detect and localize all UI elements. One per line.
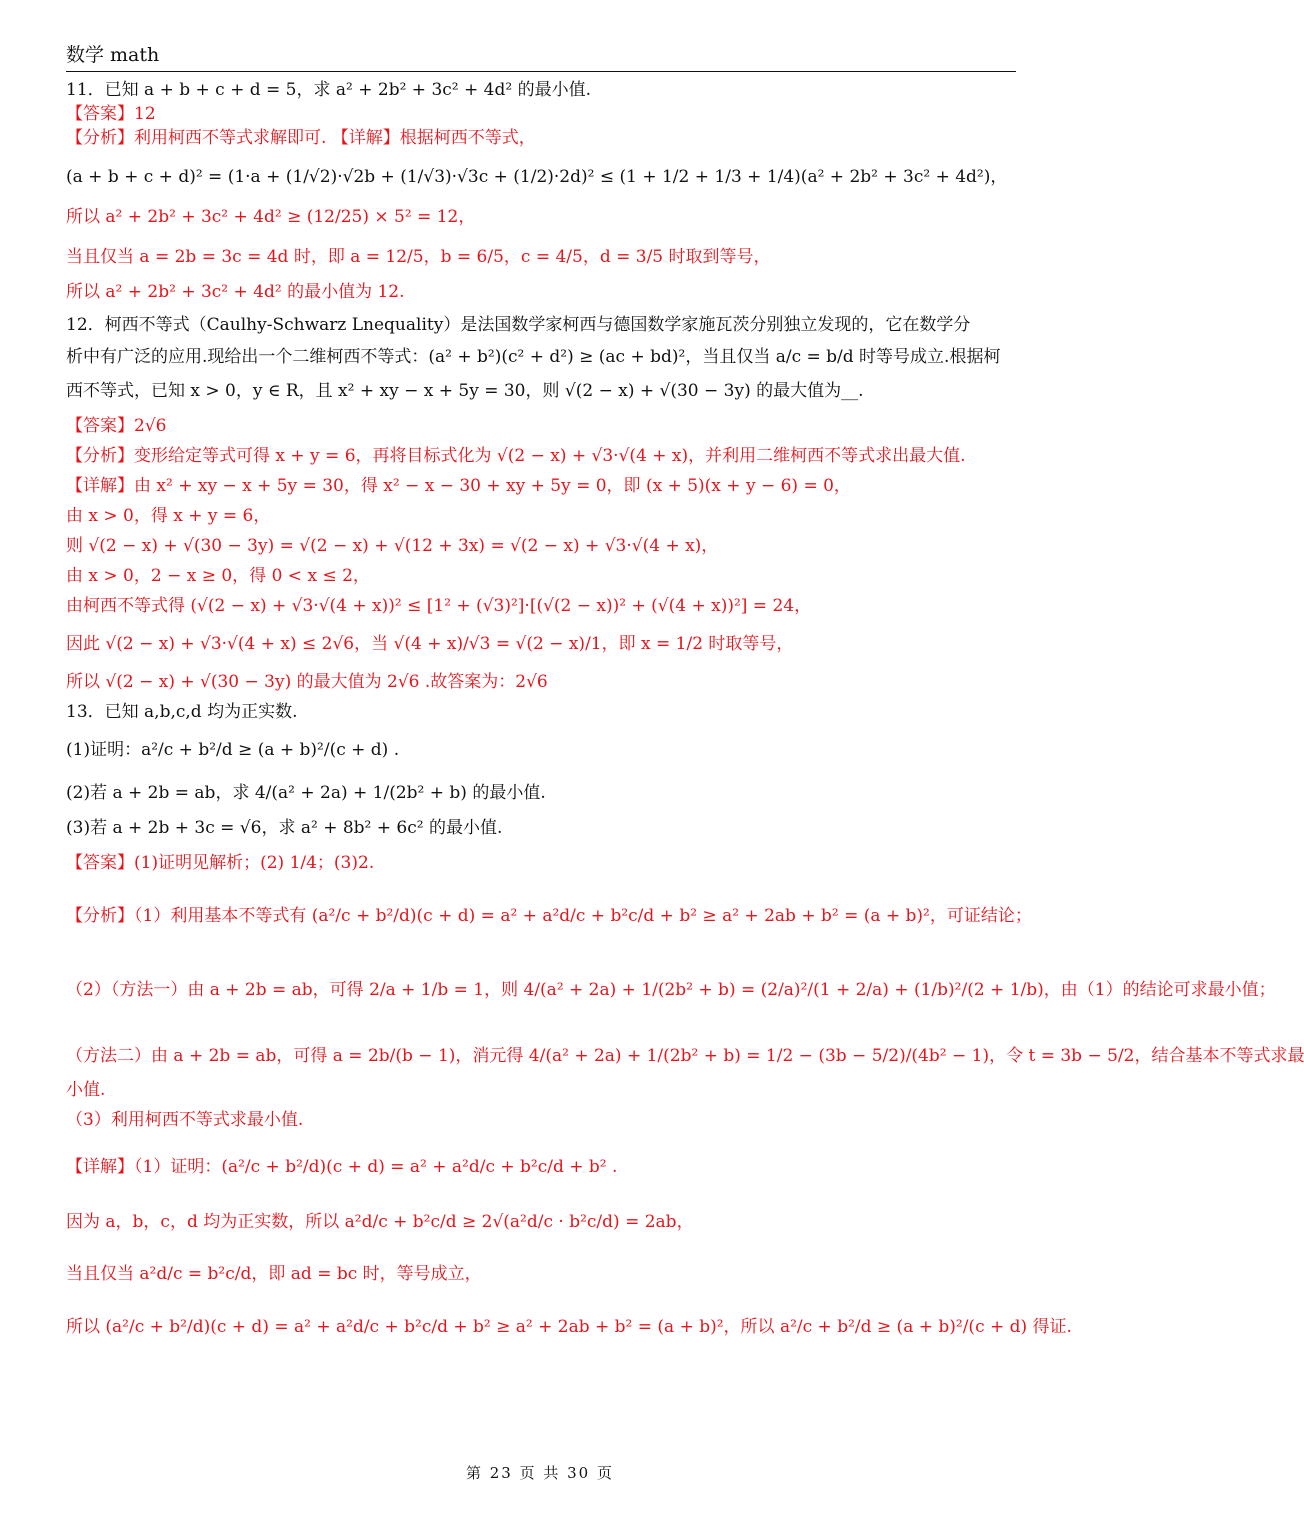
q11-equality-condition: 当且仅当 a = 2b = 3c = 4d 时，即 a = 12/5，b = 6/5，c = 4/5，d = 3/5 时取到等号， — [66, 247, 771, 267]
question-12 — [66, 310, 1016, 694]
q13-detail-2: 因为 a，b，c，d 均为正实数，所以 a²d/c + b²c/d ≥ 2√(a²d/c · b²c/d) = 2ab， — [66, 1212, 694, 1232]
q11-conclusion: 所以 a² + 2b² + 3c² + 4d² 的最小值为 12. — [66, 282, 405, 302]
q12-answer: 【答案】2√6 — [66, 416, 167, 436]
q13-analysis-3: （方法二）由 a + 2b = ab，可得 a = 2b/(b − 1)，消元得 4/(a² + 2a) + 1/(2b² + b) = 1/2 − (3b − 5/2)/(4b² − 1)，令 t = 3b − 5/2，结合基本不等式求最 — [66, 1046, 1304, 1066]
q11-cauchy-inequality: (a + b + c + d)² = (1·a + (1/√2)·√2b + (1/√3)·√3c + (1/2)·2d)² ≤ (1 + 1/2 + 1/3 + 1/4)(a² + 2b² + 3c² + 4d²)， — [66, 167, 1008, 187]
q13-detail-1: 【详解】（1）证明：(a²/c + b²/d)(c + d) = a² + a²d/c + b²c/d + b² . — [66, 1157, 618, 1177]
q12-detail-7: 所以 √(2 − x) + √(30 − 3y) 的最大值为 2√6 .故答案为：2√6 — [66, 672, 548, 692]
q13-stem: 13．已知 a,b,c,d 均为正实数. — [66, 702, 298, 722]
q12-detail-1: 【详解】由 x² + xy − x + 5y = 30，得 x² − x − 30 + xy + 5y = 0，即 (x + 5)(x + y − 6) = 0， — [66, 476, 851, 496]
page-header: 数学 math — [66, 40, 1016, 72]
q12-stem-line-2: 析中有广泛的应用.现给出一个二维柯西不等式：(a² + b²)(c² + d²) ≥ (ac + bd)²，当且仅当 a/c = b/d 时等号成立.根据柯 — [66, 347, 1001, 367]
q13-part-3: (3)若 a + 2b + 3c = √6，求 a² + 8b² + 6c² 的最小值. — [66, 818, 503, 838]
q13-answer: 【答案】(1)证明见解析；(2) 1/4；(3)2. — [66, 853, 375, 873]
q11-answer: 【答案】12 — [66, 104, 156, 124]
q13-analysis-1: 【分析】（1）利用基本不等式有 (a²/c + b²/d)(c + d) = a² + a²d/c + b²c/d + b² ≥ a² + 2ab + b² = (a + b)²，可证结论； — [66, 906, 1032, 926]
q12-detail-6: 因此 √(2 − x) + √3·√(4 + x) ≤ 2√6，当 √(4 + x)/√3 = √(2 − x)/1，即 x = 1/2 时取等号， — [66, 634, 794, 654]
q12-detail-3: 则 √(2 − x) + √(30 − 3y) = √(2 − x) + √(12 + 3x) = √(2 − x) + √3·√(4 + x)， — [66, 536, 719, 556]
q13-analysis-2: （2）（方法一）由 a + 2b = ab，可得 2/a + 1/b = 1，则 4/(a² + 2a) + 1/(2b² + b) = (2/a)²/(1 + 2/a) + (1/b)²/(2 + 1/b)，由（1）的结论可求最小值； — [66, 980, 1276, 1000]
q11-stem: 11．已知 a + b + c + d = 5，求 a² + 2b² + 3c² + 4d² 的最小值. — [66, 80, 591, 100]
q12-stem-line-3: 西不等式，已知 x > 0，y ∈ R，且 x² + xy − x + 5y = 30，则 √(2 − x) + √(30 − 3y) 的最大值为__. — [66, 381, 864, 401]
q13-analysis-3-cont: 小值. — [66, 1080, 106, 1100]
q13-analysis-4: （3）利用柯西不等式求最小值. — [66, 1110, 304, 1130]
document-page — [66, 40, 1304, 1352]
q13-detail-4: 所以 (a²/c + b²/d)(c + d) = a² + a²d/c + b²c/d + b² ≥ a² + 2ab + b² = (a + b)²，所以 a²/c + b²/d ≥ (a + b)²/(c + d) 得证. — [66, 1317, 1072, 1337]
q12-detail-5: 由柯西不等式得 (√(2 − x) + √3·√(4 + x))² ≤ [1² + (√3)²]·[(√(2 − x))² + (√(4 + x))²] = 24， — [66, 596, 812, 616]
q11-analysis: 【分析】利用柯西不等式求解即可. 【详解】根据柯西不等式， — [66, 128, 536, 148]
q13-part-2: (2)若 a + 2b = ab，求 4/(a² + 2a) + 1/(2b² + b) 的最小值. — [66, 783, 546, 803]
q13-part-1: (1)证明：a²/c + b²/d ≥ (a + b)²/(c + d) . — [66, 740, 400, 760]
question-13 — [66, 700, 1304, 1352]
q12-detail-2: 由 x > 0，得 x + y = 6， — [66, 506, 271, 526]
q13-detail-3: 当且仅当 a²d/c = b²c/d，即 ad = bc 时，等号成立， — [66, 1264, 482, 1284]
q12-analysis: 【分析】变形给定等式可得 x + y = 6，再将目标式化为 √(2 − x) + √3·√(4 + x)，并利用二维柯西不等式求出最大值. — [66, 446, 966, 466]
q12-stem-line-1: 12．柯西不等式（Caulhy-Schwarz Lnequality）是法国数学家柯西与德国数学家施瓦茨分别独立发现的，它在数学分 — [66, 315, 971, 335]
q12-detail-4: 由 x > 0，2 − x ≥ 0，得 0 < x ≤ 2， — [66, 566, 370, 586]
page-footer: 第 23 页 共 30 页 — [465, 1464, 614, 1482]
q11-so-text: 所以 a² + 2b² + 3c² + 4d² ≥ (12/25) × 5² = 12， — [66, 207, 476, 227]
question-11 — [66, 78, 1016, 304]
